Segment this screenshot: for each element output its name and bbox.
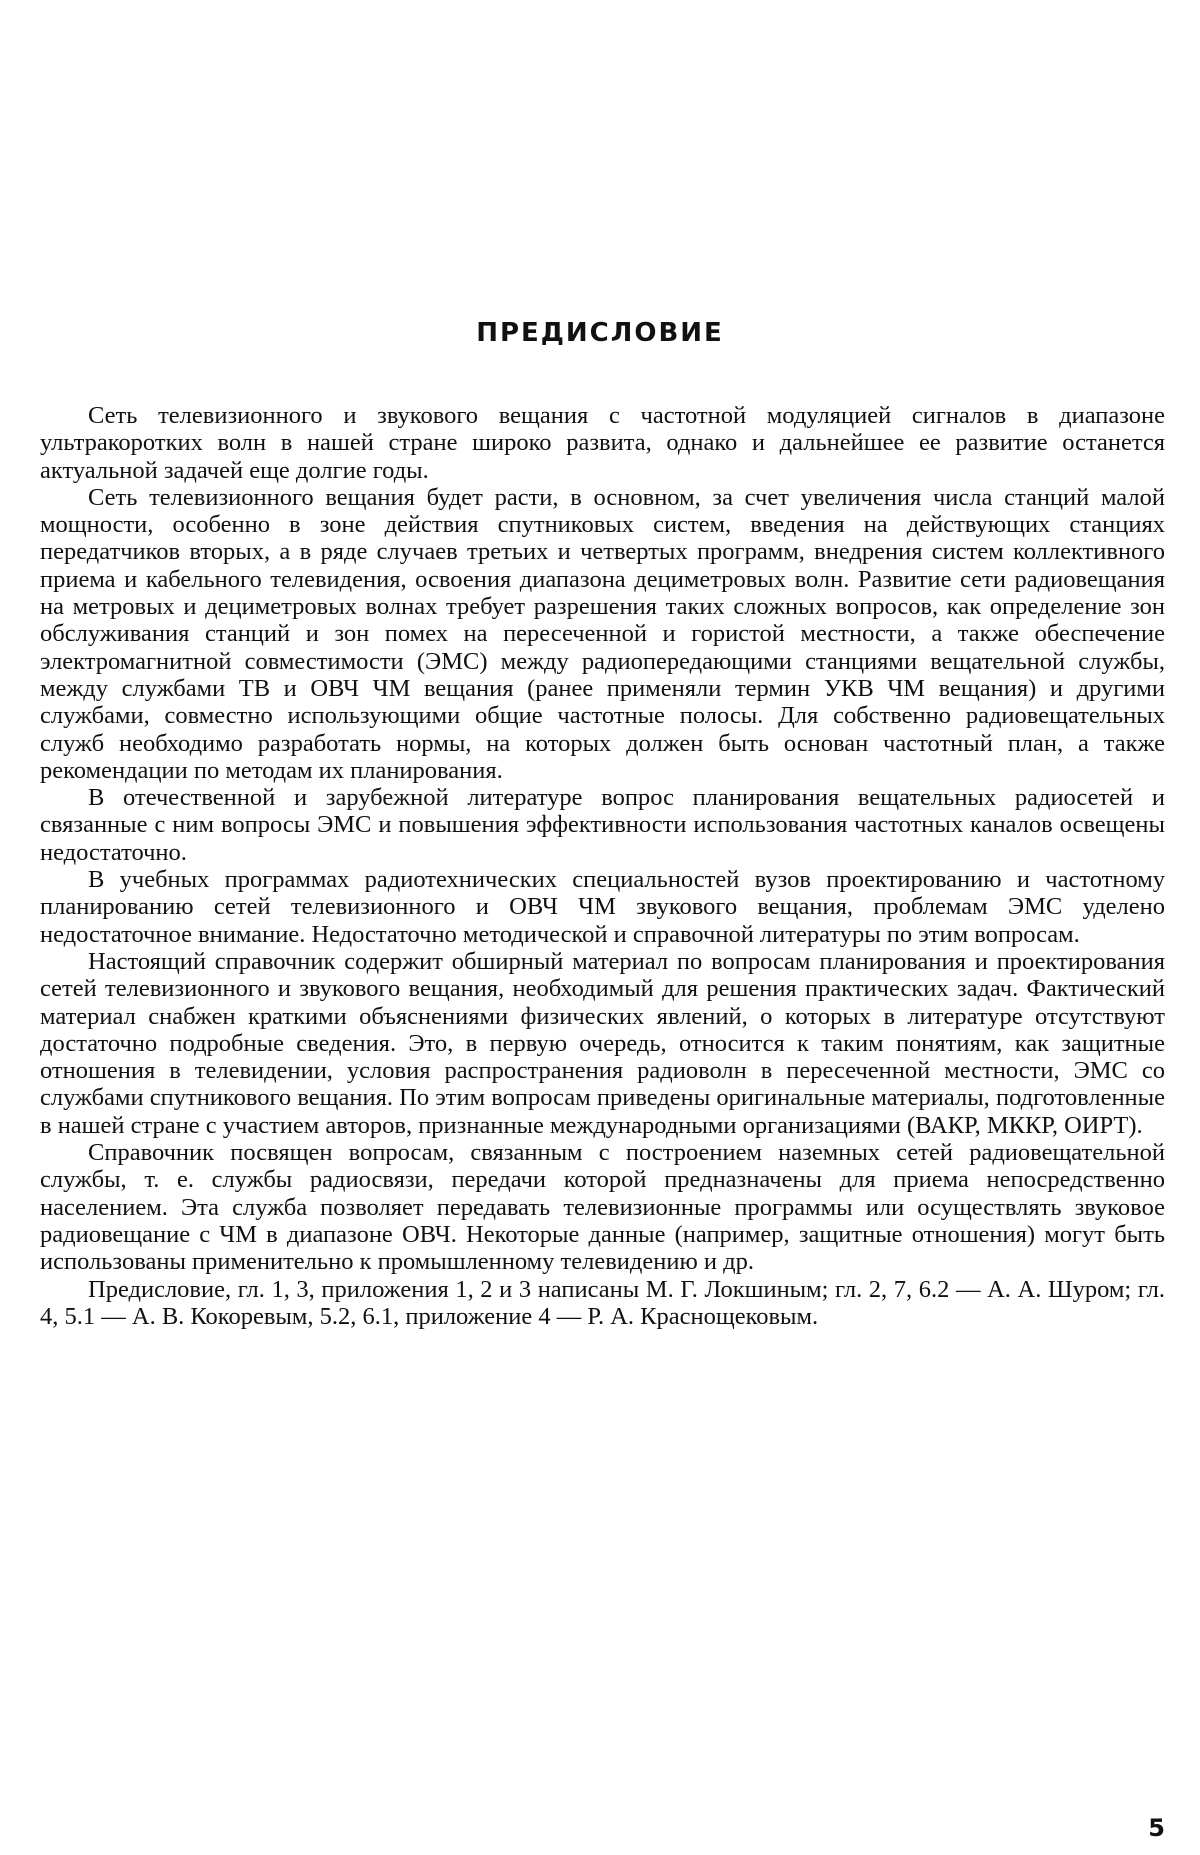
paragraph: Справочник посвящен вопросам, связанным с построением наземных сетей радиовещательной службы, т. е. службы радиосвязи, передачи которой предназначены для приема непосредственно населением. Эта служба позволяет передавать телевизионные программы или осуществлять звуковое радиовещание с ЧМ в диапазоне ОВЧ. Некоторые данные (например, защитные отношения) могут быть использованы применительно к промышленному телевидению и др. <box>40 1139 1165 1276</box>
body-text <box>40 402 1165 1330</box>
paragraph: Сеть телевизионного и звукового вещания с частотной модуляцией сигналов в диапазоне ультракоротких волн в нашей стране широко развита, однако и дальнейшее ее развитие останется актуальной задачей еще долгие годы. <box>40 402 1165 484</box>
paragraph: Настоящий справочник содержит обширный материал по вопросам планирования и проектирования сетей телевизионного и звукового вещания, необходимый для решения практических задач. Фактический материал снабжен краткими объяснениями физических явлений, о которых в литературе отсутствуют достаточно подробные сведения. Это, в первую очередь, относится к таким понятиям, как защитные отношения в телевидении, условия распространения радиоволн в пересеченной местности, ЭМС со службами спутникового вещания. По этим вопросам приведены оригинальные материалы, подготовленные в нашей стране с участием авторов, признанные международными организациями (ВАКР, МККР, ОИРТ). <box>40 947 1165 1139</box>
page-number: 5 <box>1148 1814 1165 1842</box>
paragraph: В отечественной и зарубежной литературе вопрос планирования вещательных радиосетей и связанные с ним вопросы ЭМС и повышения эффективности использования частотных каналов освещены недостаточно. <box>40 784 1165 866</box>
page-title: ПРЕДИСЛОВИЕ <box>476 318 724 348</box>
paragraph: Предисловие, гл. 1, 3, приложения 1, 2 и 3 написаны М. Г. Локшиным; гл. 2, 7, 6.2 — А. А. Шуром; гл. 4, 5.1 — А. В. Кокоревым, 5.2, 6.1, приложение 4 — Р. А. Краснощековым. <box>40 1275 1165 1330</box>
paragraph: Сеть телевизионного вещания будет расти, в основном, за счет увеличения числа станций малой мощности, особенно в зоне действия спутниковых систем, введения на действующих станциях передатчиков вторых, а в ряде случаев третьих и четвертых программ, внедрения систем коллективного приема и кабельного телевидения, освоения диапазона дециметровых волн. Развитие сети радиовещания на метровых и дециметровых волнах требует разрешения таких сложных вопросов, как определение зон обслуживания станций и зон помех на пересеченной и гористой местности, а также обеспечение электромагнитной совместимости (ЭМС) между радиопередающими станциями вещательной службы, между службами ТВ и ОВЧ ЧМ вещания (ранее применяли термин УКВ ЧМ вещания) и другими службами, совместно использующими общие частотные полосы. Для собственно радиовещательных служб необходимо разработать нормы, на которых должен быть основан частотный план, а также рекомендации по методам их планирования. <box>40 483 1165 784</box>
paragraph: В учебных программах радиотехнических специальностей вузов проектированию и частотному планированию сетей телевизионного и ОВЧ ЧМ звукового вещания, проблемам ЭМС уделено недостаточное внимание. Недостаточно методической и справочной литературы по этим вопросам. <box>40 866 1165 948</box>
